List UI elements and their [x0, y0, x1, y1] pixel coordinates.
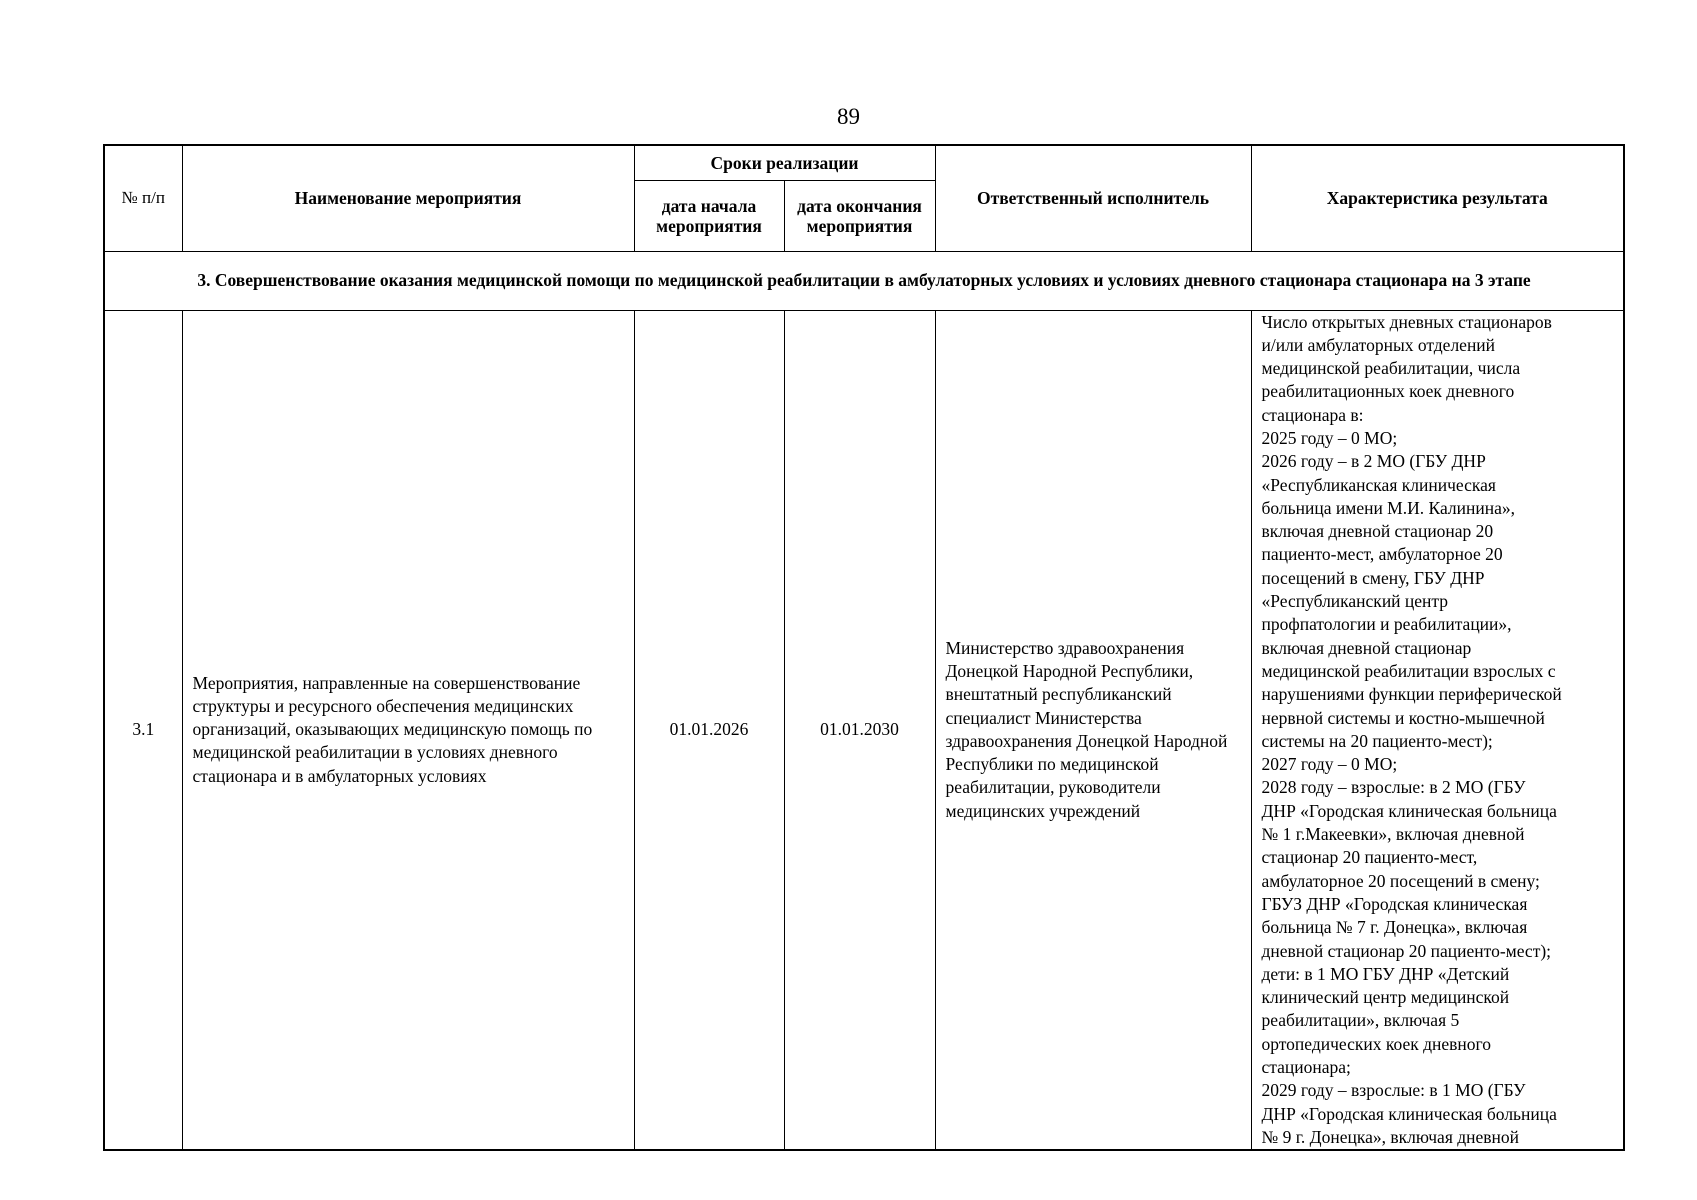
- result-line: нервной системы и костно-мышечной: [1261, 707, 1545, 728]
- result-line: ортопедических коек дневного: [1261, 1033, 1491, 1054]
- row-result: [1251, 310, 1624, 1150]
- result-line: реабилитации», включая 5: [1261, 1010, 1460, 1031]
- result-line: включая дневной стационар 20: [1261, 521, 1494, 542]
- row-responsible: Министерство здравоохранения Донецкой Народной Республики, внештатный республиканский специалист Министерства здравоохранения Донецкой Народной Республики по медицинской реабилитации, руководители медицинских учреждений: [935, 310, 1251, 1150]
- header-terms: Сроки реализации: [634, 145, 935, 180]
- result-line: амбулаторное 20 посещений в смену;: [1261, 870, 1540, 891]
- result-line: посещений в смену, ГБУ ДНР: [1261, 567, 1485, 588]
- result-line: медицинской реабилитации взрослых с: [1261, 660, 1556, 681]
- header-responsible: Ответственный исполнитель: [935, 145, 1251, 251]
- result-line: ДНР «Городская клиническая больница: [1261, 1103, 1557, 1124]
- result-line: «Республиканская клиническая: [1261, 474, 1496, 495]
- result-line: профпатологии и реабилитации»,: [1261, 614, 1512, 635]
- result-line: дневной стационар 20 пациенто-мест);: [1261, 940, 1552, 961]
- row-start-date: 01.01.2026: [634, 310, 784, 1150]
- result-line: больница имени М.И. Калинина»,: [1261, 497, 1515, 518]
- row-name: Мероприятия, направленные на совершенствование структуры и ресурсного обеспечения медицинских организаций, оказывающих медицинскую помощь по медицинской реабилитации в условиях дневного стационара и в амбулаторных условиях: [182, 310, 634, 1150]
- result-line: 2025 году – 0 МО;: [1261, 427, 1398, 448]
- result-line: ГБУЗ ДНР «Городская клиническая: [1261, 893, 1528, 914]
- page-number: 89: [837, 104, 860, 129]
- result-line: 2029 году – взрослые: в 1 МО (ГБУ: [1261, 1080, 1526, 1101]
- header-end-date: дата окончания мероприятия: [784, 180, 935, 251]
- result-line: 2026 году – в 2 МО (ГБУ ДНР: [1261, 451, 1486, 472]
- result-line: системы на 20 пациенто-мест);: [1261, 730, 1493, 751]
- table-row: [104, 310, 1624, 1150]
- result-line: включая дневной стационар: [1261, 637, 1472, 658]
- result-line: 2027 году – 0 МО;: [1261, 754, 1398, 775]
- result-line: 2028 году – взрослые: в 2 МО (ГБУ: [1261, 777, 1526, 798]
- result-line: стационар 20 пациенто-мест,: [1261, 847, 1478, 868]
- result-line: и/или амбулаторных отделений: [1261, 334, 1496, 355]
- result-line: дети: в 1 МО ГБУ ДНР «Детский: [1261, 963, 1510, 984]
- header-num: № п/п: [104, 145, 182, 251]
- row-num: 3.1: [104, 310, 182, 1150]
- section-title: 3. Совершенствование оказания медицинской помощи по медицинской реабилитации в амбулаторных условиях и условиях дневного стационара стационара на 3 этапе: [104, 251, 1624, 310]
- result-line: стационара;: [1261, 1057, 1351, 1077]
- result-line: стационара в:: [1261, 404, 1364, 425]
- result-line: ДНР «Городская клиническая больница: [1261, 800, 1557, 821]
- row-end-date: 01.01.2030: [784, 310, 935, 1150]
- result-line: пациенто-мест, амбулаторное 20: [1261, 544, 1503, 565]
- result-line: клинический центр медицинской: [1261, 987, 1510, 1008]
- header-result: Характеристика результата: [1251, 145, 1624, 251]
- result-line: больница № 7 г. Донецка», включая: [1261, 917, 1528, 938]
- result-line: Число открытых дневных стационаров: [1261, 311, 1552, 332]
- header-name: Наименование мероприятия: [182, 145, 634, 251]
- plan-table: [103, 144, 1625, 1151]
- result-line: нарушениями функции периферической: [1261, 684, 1562, 705]
- result-line: № 1 г.Макеевки», включая дневной: [1261, 824, 1525, 845]
- header-start-date: дата начала мероприятия: [634, 180, 784, 251]
- result-line: № 9 г. Донецка», включая дневной: [1261, 1126, 1520, 1147]
- result-line: «Республиканский центр: [1261, 591, 1449, 612]
- result-line: реабилитационных коек дневного: [1261, 381, 1515, 402]
- result-line: медицинской реабилитации, числа: [1261, 358, 1521, 379]
